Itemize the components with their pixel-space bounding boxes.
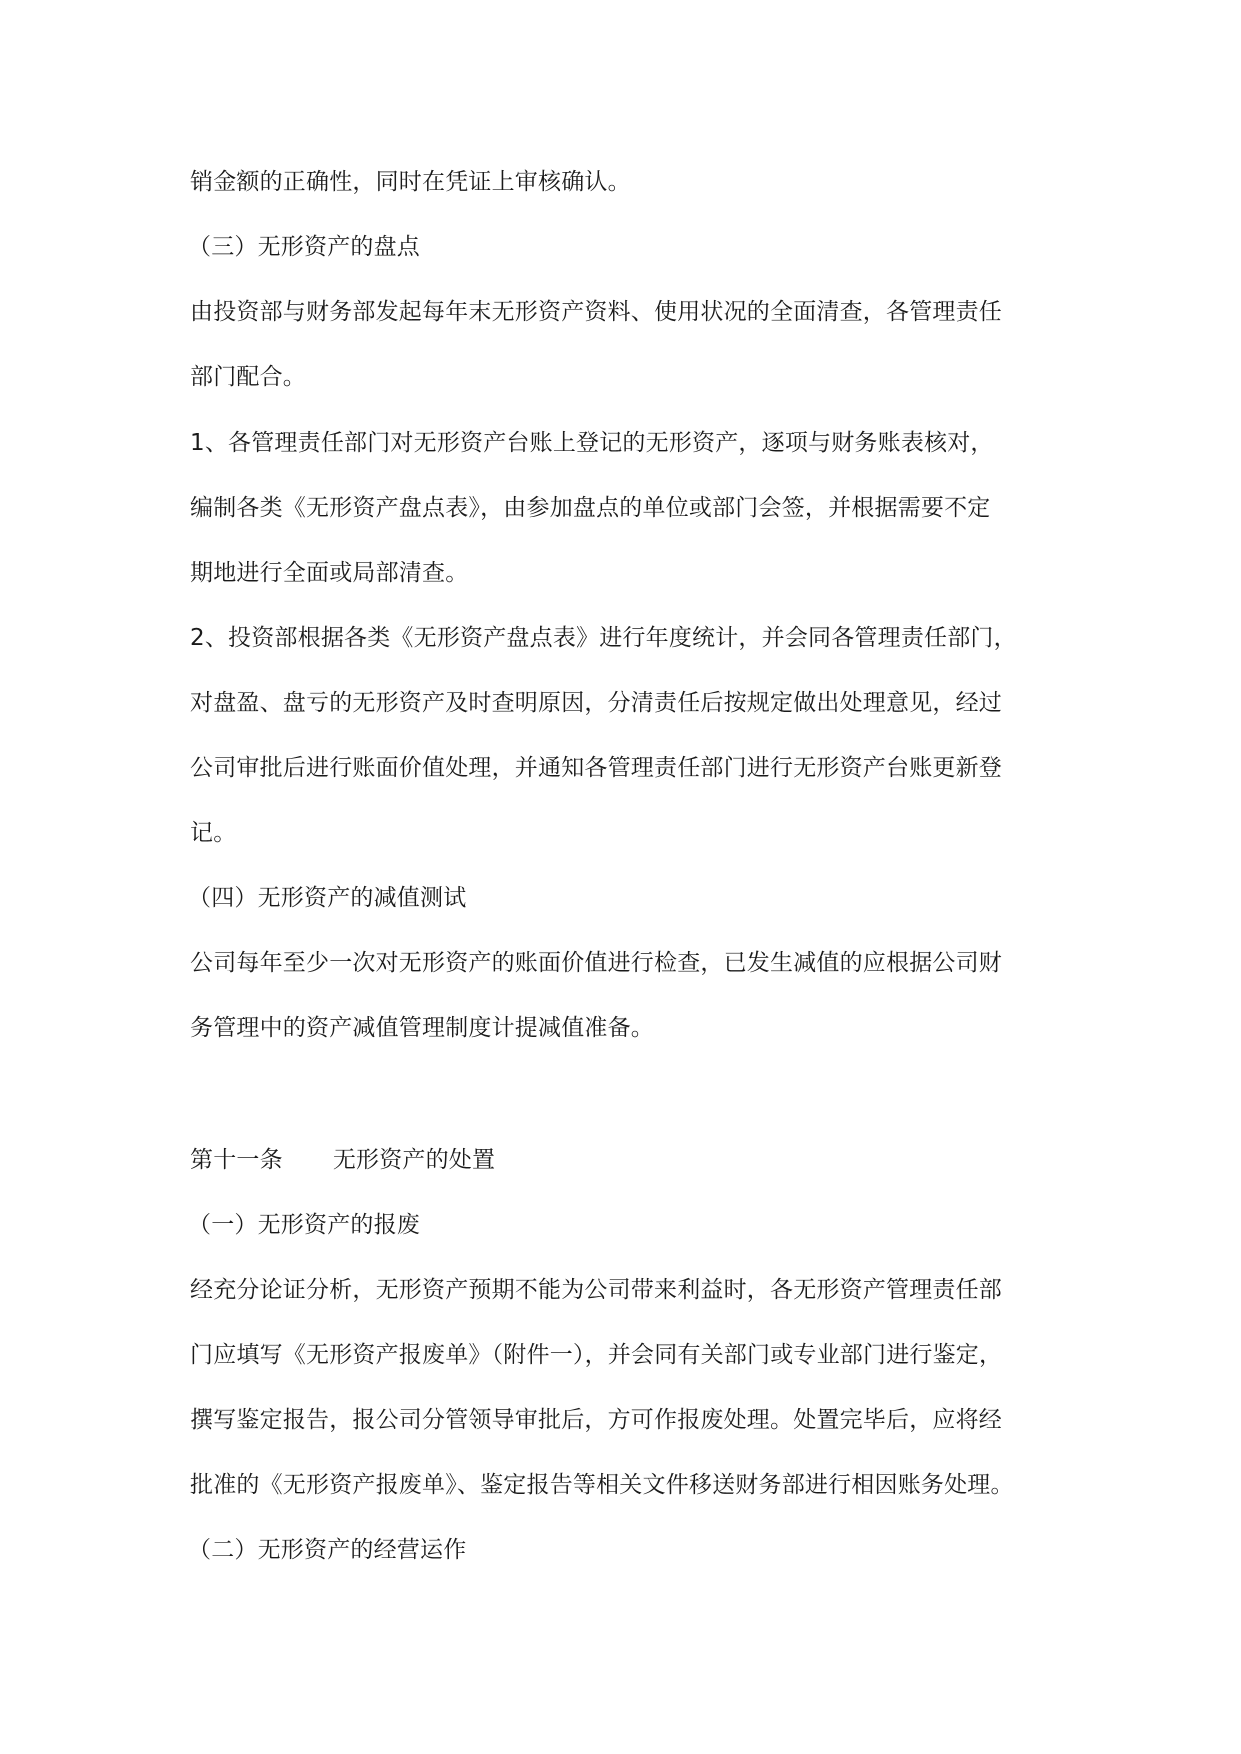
paragraph-line-4: 1、各管理责任部门对无形资产台账上登记的无形资产，逐项与财务账表核对， [190, 430, 994, 456]
paragraph-line-13: 经充分论证分析，无形资产预期不能为公司带来利益时，各无形资产管理责任部 [190, 1277, 1002, 1303]
article-heading [190, 1144, 495, 1176]
article-title: 无形资产的处置 [332, 1147, 496, 1173]
paragraph-line-15: 撰写鉴定报告，报公司分管领导审批后，方可作报废处理。处置完毕后，应将经 [190, 1407, 1002, 1433]
section-heading-3: （三）无形资产的盘点 [188, 234, 420, 260]
paragraph-line-2: 由投资部与财务部发起每年末无形资产资料、使用状况的全面清查，各管理责任 [190, 299, 1002, 325]
section-heading-2: （二）无形资产的经营运作 [188, 1537, 467, 1563]
paragraph-line-16: 批准的《无形资产报废单》、鉴定报告等相关文件移送财务部进行相因账务处理。 [190, 1472, 1014, 1498]
paragraph-line-3: 部门配合。 [190, 364, 306, 390]
section-heading-4: （四）无形资产的减值测试 [188, 885, 467, 911]
section-heading-1: （一）无形资产的报废 [188, 1212, 420, 1238]
paragraph-line-11: 公司每年至少一次对无形资产的账面价值进行检查，已发生减值的应根据公司财 [190, 950, 1002, 976]
paragraph-line-5: 编制各类《无形资产盘点表》，由参加盘点的单位或部门会签，并根据需要不定 [190, 495, 991, 521]
paragraph-line-12: 务管理中的资产减值管理制度计提减值准备。 [190, 1015, 654, 1041]
paragraph-line-9: 公司审批后进行账面价值处理，并通知各管理责任部门进行无形资产台账更新登 [190, 755, 1002, 781]
paragraph-line-14: 门应填写《无形资产报废单》（附件一），并会同有关部门或专业部门进行鉴定， [190, 1342, 1003, 1368]
article-number: 第十一条 [190, 1147, 283, 1173]
paragraph-line-6: 期地进行全面或局部清查。 [190, 560, 469, 586]
paragraph-line-1: 销金额的正确性，同时在凭证上审核确认。 [190, 169, 631, 195]
paragraph-line-8: 对盘盈、盘亏的无形资产及时查明原因，分清责任后按规定做出处理意见，经过 [190, 690, 1002, 716]
paragraph-line-7: 2、投资部根据各类《无形资产盘点表》进行年度统计，并会同各管理责任部门， [190, 625, 1017, 651]
paragraph-line-10: 记。 [190, 820, 237, 846]
